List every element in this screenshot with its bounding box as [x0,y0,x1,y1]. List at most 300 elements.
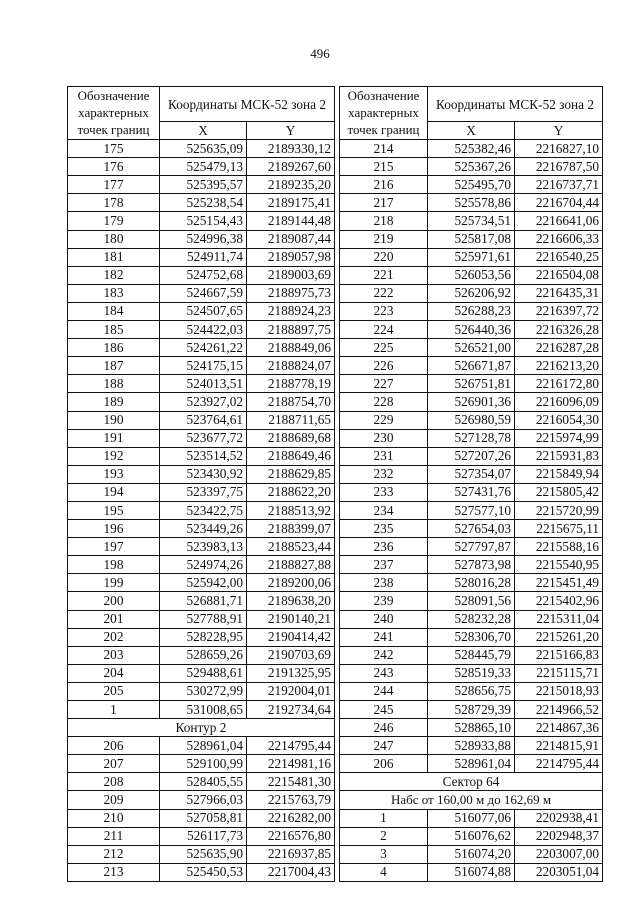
x-coordinate-cell: 523514,52 [160,447,247,465]
x-coordinate-cell: 516074,88 [428,863,515,881]
point-id-cell: 204 [68,664,160,682]
point-id-cell: 200 [68,592,160,610]
x-coordinate-cell: 516074,20 [428,845,515,863]
point-id-cell: 213 [68,863,160,881]
y-coordinate-cell: 2188523,44 [247,538,335,556]
section-note: Набс от 160,00 м до 162,69 м [340,791,603,809]
x-coordinate-cell: 527797,87 [428,538,515,556]
point-id-cell: 206 [340,755,428,773]
point-id-cell: 235 [340,520,428,538]
table-row [340,465,603,483]
y-coordinate-cell: 2215166,83 [515,646,603,664]
table-row [68,737,335,755]
x-coordinate-cell: 516077,06 [428,809,515,827]
y-coordinate-cell: 2188778,19 [247,375,335,393]
x-coordinate-cell: 525479,13 [160,158,247,176]
table-row [68,863,335,881]
table-row [68,230,335,248]
y-coordinate-cell: 2190140,21 [247,610,335,628]
table-row [340,194,603,212]
table-row [340,447,603,465]
point-id-cell: 247 [340,737,428,755]
x-coordinate-cell: 524175,15 [160,357,247,375]
section-heading: Сектор 64 [340,773,603,791]
y-coordinate-cell: 2216787,50 [515,158,603,176]
x-coordinate-cell: 525971,61 [428,248,515,266]
y-coordinate-cell: 2215540,95 [515,556,603,574]
x-coordinate-cell: 524911,74 [160,248,247,266]
table-row [68,755,335,773]
point-id-cell: 212 [68,845,160,863]
y-coordinate-cell: 2189638,20 [247,592,335,610]
y-coordinate-cell: 2188622,20 [247,483,335,501]
point-id-cell: 215 [340,158,428,176]
x-coordinate-cell: 526751,81 [428,375,515,393]
x-coordinate-cell: 523422,75 [160,501,247,519]
x-coordinate-cell: 526440,36 [428,321,515,339]
y-coordinate-cell: 2216540,25 [515,248,603,266]
x-coordinate-cell: 527058,81 [160,809,247,827]
point-id-cell: 211 [68,827,160,845]
y-coordinate-cell: 2188827,88 [247,556,335,574]
x-coordinate-cell: 525395,57 [160,176,247,194]
y-coordinate-cell: 2214815,91 [515,737,603,755]
x-coordinate-cell: 524507,65 [160,302,247,320]
x-coordinate-cell: 528519,33 [428,664,515,682]
y-coordinate-cell: 2188629,85 [247,465,335,483]
table-row [340,393,603,411]
x-coordinate-cell: 530272,99 [160,682,247,700]
y-coordinate-cell: 2215974,99 [515,429,603,447]
section-heading-row [68,719,335,737]
x-coordinate-cell: 524422,03 [160,321,247,339]
table-row [68,520,335,538]
table-row [68,248,335,266]
x-coordinate-cell: 527873,98 [428,556,515,574]
point-id-cell: 214 [340,140,428,158]
table-row [68,321,335,339]
y-coordinate-cell: 2189330,12 [247,140,335,158]
left-table-body [68,140,335,882]
point-id-cell: 231 [340,447,428,465]
table-row [340,501,603,519]
y-coordinate-cell: 2216435,31 [515,284,603,302]
point-id-cell: 176 [68,158,160,176]
table-row [68,411,335,429]
table-row [340,158,603,176]
table-row [340,845,603,863]
y-coordinate-cell: 2216827,10 [515,140,603,158]
x-coordinate-cell: 528656,75 [428,682,515,700]
x-coordinate-cell: 528933,88 [428,737,515,755]
table-row [340,737,603,755]
table-row [68,628,335,646]
table-row [340,284,603,302]
x-coordinate-cell: 526901,36 [428,393,515,411]
table-row [68,429,335,447]
x-coordinate-cell: 528729,39 [428,701,515,719]
table-row [340,339,603,357]
y-coordinate-cell: 2216054,30 [515,411,603,429]
y-coordinate-cell: 2188924,23 [247,302,335,320]
y-coordinate-cell: 2202948,37 [515,827,603,845]
table-row [340,646,603,664]
y-coordinate-cell: 2214795,44 [247,737,335,755]
y-coordinate-cell: 2215261,20 [515,628,603,646]
x-coordinate-cell: 525817,08 [428,230,515,248]
point-id-cell: 234 [340,501,428,519]
table-row [68,845,335,863]
y-coordinate-cell: 2202938,41 [515,809,603,827]
y-coordinate-cell: 2216576,80 [247,827,335,845]
y-coordinate-cell: 2203007,00 [515,845,603,863]
y-coordinate-cell: 2188824,07 [247,357,335,375]
x-coordinate-cell: 527577,10 [428,501,515,519]
y-coordinate-cell: 2189057,98 [247,248,335,266]
point-id-cell: 1 [68,701,160,719]
point-id-cell: 179 [68,212,160,230]
y-coordinate-cell: 2214981,16 [247,755,335,773]
y-coordinate-cell: 2215720,99 [515,501,603,519]
table-row [68,212,335,230]
point-id-cell: 202 [68,628,160,646]
table-row [340,719,603,737]
x-coordinate-cell: 525942,00 [160,574,247,592]
point-id-cell: 223 [340,302,428,320]
table-row [340,140,603,158]
table-row [68,791,335,809]
point-id-cell: 180 [68,230,160,248]
table-row [68,701,335,719]
y-coordinate-cell: 2188849,06 [247,339,335,357]
y-coordinate-cell: 2216704,44 [515,194,603,212]
point-id-cell: 209 [68,791,160,809]
x-coordinate-cell: 526881,71 [160,592,247,610]
y-coordinate-cell: 2188711,65 [247,411,335,429]
table-row [68,266,335,284]
table-row [340,628,603,646]
table-row [340,357,603,375]
section-heading-row [340,773,603,791]
point-id-cell: 245 [340,701,428,719]
table-row [68,140,335,158]
point-id-cell: 217 [340,194,428,212]
y-coordinate-cell: 2216172,80 [515,375,603,393]
point-id-cell: 244 [340,682,428,700]
point-id-cell: 216 [340,176,428,194]
point-id-cell: 237 [340,556,428,574]
coords-header: Координаты МСК-52 зона 2 [428,87,603,122]
y-coordinate-cell: 2215763,79 [247,791,335,809]
x-coordinate-cell: 526521,00 [428,339,515,357]
x-coordinate-cell: 528306,70 [428,628,515,646]
point-id-cell: 236 [340,538,428,556]
x-coordinate-cell: 523983,13 [160,538,247,556]
x-coordinate-cell: 523927,02 [160,393,247,411]
table-row [68,682,335,700]
table-row [68,592,335,610]
table-row [68,176,335,194]
point-id-cell: 210 [68,809,160,827]
table-row [68,574,335,592]
point-id-cell: 225 [340,339,428,357]
y-coordinate-cell: 2188754,70 [247,393,335,411]
page-number: 496 [310,46,330,61]
point-id-cell: 201 [68,610,160,628]
point-id-cell: 197 [68,538,160,556]
table-row [68,556,335,574]
table-row [340,682,603,700]
y-coordinate-cell: 2190703,69 [247,646,335,664]
x-header: X [160,122,247,140]
table-row [68,610,335,628]
table-row [68,284,335,302]
x-coordinate-cell: 529488,61 [160,664,247,682]
x-coordinate-cell: 525450,53 [160,863,247,881]
x-coordinate-cell: 527788,91 [160,610,247,628]
y-coordinate-cell: 2192004,01 [247,682,335,700]
y-coordinate-cell: 2189175,41 [247,194,335,212]
point-id-cell: 227 [340,375,428,393]
point-id-cell: 199 [68,574,160,592]
table-row [68,357,335,375]
y-coordinate-cell: 2216937,85 [247,845,335,863]
x-coordinate-cell: 516076,62 [428,827,515,845]
x-coordinate-cell: 529100,99 [160,755,247,773]
point-id-cell: 194 [68,483,160,501]
table-row [340,248,603,266]
x-coordinate-cell: 525238,54 [160,194,247,212]
point-id-cell: 189 [68,393,160,411]
x-coordinate-cell: 528659,26 [160,646,247,664]
y-coordinate-cell: 2215018,93 [515,682,603,700]
table-row [68,465,335,483]
y-coordinate-cell: 2215675,11 [515,520,603,538]
table-row [340,809,603,827]
y-coordinate-cell: 2215931,83 [515,447,603,465]
x-coordinate-cell: 524752,68 [160,266,247,284]
x-coordinate-cell: 523449,26 [160,520,247,538]
x-coordinate-cell: 523430,92 [160,465,247,483]
point-id-cell: 2 [340,827,428,845]
designation-header: Обозначение характерных точек границ [68,87,160,140]
x-coordinate-cell: 525734,51 [428,212,515,230]
x-coordinate-cell: 526980,59 [428,411,515,429]
table-row [340,266,603,284]
x-coordinate-cell: 526117,73 [160,827,247,845]
point-id-cell: 196 [68,520,160,538]
point-id-cell: 187 [68,357,160,375]
right-table-body [340,140,603,882]
point-id-cell: 220 [340,248,428,266]
x-coordinate-cell: 524667,59 [160,284,247,302]
point-id-cell: 232 [340,465,428,483]
y-coordinate-cell: 2216397,72 [515,302,603,320]
x-coordinate-cell: 525635,90 [160,845,247,863]
point-id-cell: 233 [340,483,428,501]
x-coordinate-cell: 528961,04 [160,737,247,755]
x-coordinate-cell: 524261,22 [160,339,247,357]
table-row [68,538,335,556]
point-id-cell: 229 [340,411,428,429]
point-id-cell: 239 [340,592,428,610]
point-id-cell: 224 [340,321,428,339]
point-id-cell: 192 [68,447,160,465]
table-row [340,375,603,393]
x-coordinate-cell: 528961,04 [428,755,515,773]
x-coordinate-cell: 526053,56 [428,266,515,284]
table-row [340,610,603,628]
y-header: Y [515,122,603,140]
x-coordinate-cell: 525635,09 [160,140,247,158]
table-row [68,194,335,212]
section-note-row [340,791,603,809]
point-id-cell: 222 [340,284,428,302]
point-id-cell: 1 [340,809,428,827]
y-coordinate-cell: 2215805,42 [515,483,603,501]
coordinates-table-left [67,86,335,882]
table-row [340,176,603,194]
x-coordinate-cell: 524013,51 [160,375,247,393]
table-row [340,212,603,230]
table-row [68,483,335,501]
table-row [68,664,335,682]
y-coordinate-cell: 2188513,92 [247,501,335,519]
point-id-cell: 203 [68,646,160,664]
point-id-cell: 175 [68,140,160,158]
y-coordinate-cell: 2189087,44 [247,230,335,248]
y-coordinate-cell: 2216641,06 [515,212,603,230]
table-row [340,302,603,320]
y-coordinate-cell: 2214795,44 [515,755,603,773]
point-id-cell: 183 [68,284,160,302]
point-id-cell: 177 [68,176,160,194]
x-coordinate-cell: 525367,26 [428,158,515,176]
y-coordinate-cell: 2215481,30 [247,773,335,791]
x-coordinate-cell: 528865,10 [428,719,515,737]
x-coordinate-cell: 525154,43 [160,212,247,230]
x-header: X [428,122,515,140]
table-row [68,646,335,664]
point-id-cell: 3 [340,845,428,863]
point-id-cell: 4 [340,863,428,881]
x-coordinate-cell: 528232,28 [428,610,515,628]
x-coordinate-cell: 524974,26 [160,556,247,574]
table-row [340,483,603,501]
table-row [68,302,335,320]
coordinates-table-right [339,86,603,882]
y-coordinate-cell: 2188897,75 [247,321,335,339]
table-row [340,230,603,248]
x-coordinate-cell: 526288,23 [428,302,515,320]
point-id-cell: 198 [68,556,160,574]
point-id-cell: 207 [68,755,160,773]
y-coordinate-cell: 2216096,09 [515,393,603,411]
y-coordinate-cell: 2189200,06 [247,574,335,592]
x-coordinate-cell: 523397,75 [160,483,247,501]
point-id-cell: 191 [68,429,160,447]
x-coordinate-cell: 526206,92 [428,284,515,302]
y-coordinate-cell: 2216606,33 [515,230,603,248]
x-coordinate-cell: 528016,28 [428,574,515,592]
y-coordinate-cell: 2189235,20 [247,176,335,194]
y-coordinate-cell: 2215849,94 [515,465,603,483]
point-id-cell: 206 [68,737,160,755]
point-id-cell: 241 [340,628,428,646]
y-coordinate-cell: 2216504,08 [515,266,603,284]
point-id-cell: 186 [68,339,160,357]
y-coordinate-cell: 2188649,46 [247,447,335,465]
point-id-cell: 205 [68,682,160,700]
point-id-cell: 181 [68,248,160,266]
y-coordinate-cell: 2215451,49 [515,574,603,592]
table-row [68,501,335,519]
y-coordinate-cell: 2189144,48 [247,212,335,230]
x-coordinate-cell: 527966,03 [160,791,247,809]
x-coordinate-cell: 527128,78 [428,429,515,447]
x-coordinate-cell: 528091,56 [428,592,515,610]
table-row [68,809,335,827]
x-coordinate-cell: 526671,87 [428,357,515,375]
y-coordinate-cell: 2191325,95 [247,664,335,682]
point-id-cell: 195 [68,501,160,519]
designation-header: Обозначение характерных точек границ [340,87,428,140]
y-coordinate-cell: 2188689,68 [247,429,335,447]
point-id-cell: 182 [68,266,160,284]
section-heading: Контур 2 [68,719,335,737]
y-coordinate-cell: 2188399,07 [247,520,335,538]
table-row [68,375,335,393]
x-coordinate-cell: 527654,03 [428,520,515,538]
y-coordinate-cell: 2216737,71 [515,176,603,194]
table-row [68,393,335,411]
table-row [340,321,603,339]
point-id-cell: 246 [340,719,428,737]
table-row [68,158,335,176]
x-coordinate-cell: 524996,38 [160,230,247,248]
x-coordinate-cell: 527431,76 [428,483,515,501]
x-coordinate-cell: 523764,61 [160,411,247,429]
point-id-cell: 188 [68,375,160,393]
y-coordinate-cell: 2189267,60 [247,158,335,176]
point-id-cell: 242 [340,646,428,664]
table-row [340,538,603,556]
point-id-cell: 208 [68,773,160,791]
x-coordinate-cell: 525495,70 [428,176,515,194]
x-coordinate-cell: 525578,86 [428,194,515,212]
y-coordinate-cell: 2217004,43 [247,863,335,881]
x-coordinate-cell: 523677,72 [160,429,247,447]
table-row [340,574,603,592]
y-coordinate-cell: 2216287,28 [515,339,603,357]
point-id-cell: 228 [340,393,428,411]
y-coordinate-cell: 2215311,04 [515,610,603,628]
table-row [68,827,335,845]
point-id-cell: 230 [340,429,428,447]
table-row [68,447,335,465]
point-id-cell: 219 [340,230,428,248]
x-coordinate-cell: 527354,07 [428,465,515,483]
table-row [68,773,335,791]
y-coordinate-cell: 2188975,73 [247,284,335,302]
coords-header: Координаты МСК-52 зона 2 [160,87,335,122]
y-coordinate-cell: 2190414,42 [247,628,335,646]
table-row [340,429,603,447]
point-id-cell: 243 [340,664,428,682]
point-id-cell: 238 [340,574,428,592]
y-coordinate-cell: 2214966,52 [515,701,603,719]
y-coordinate-cell: 2216326,28 [515,321,603,339]
